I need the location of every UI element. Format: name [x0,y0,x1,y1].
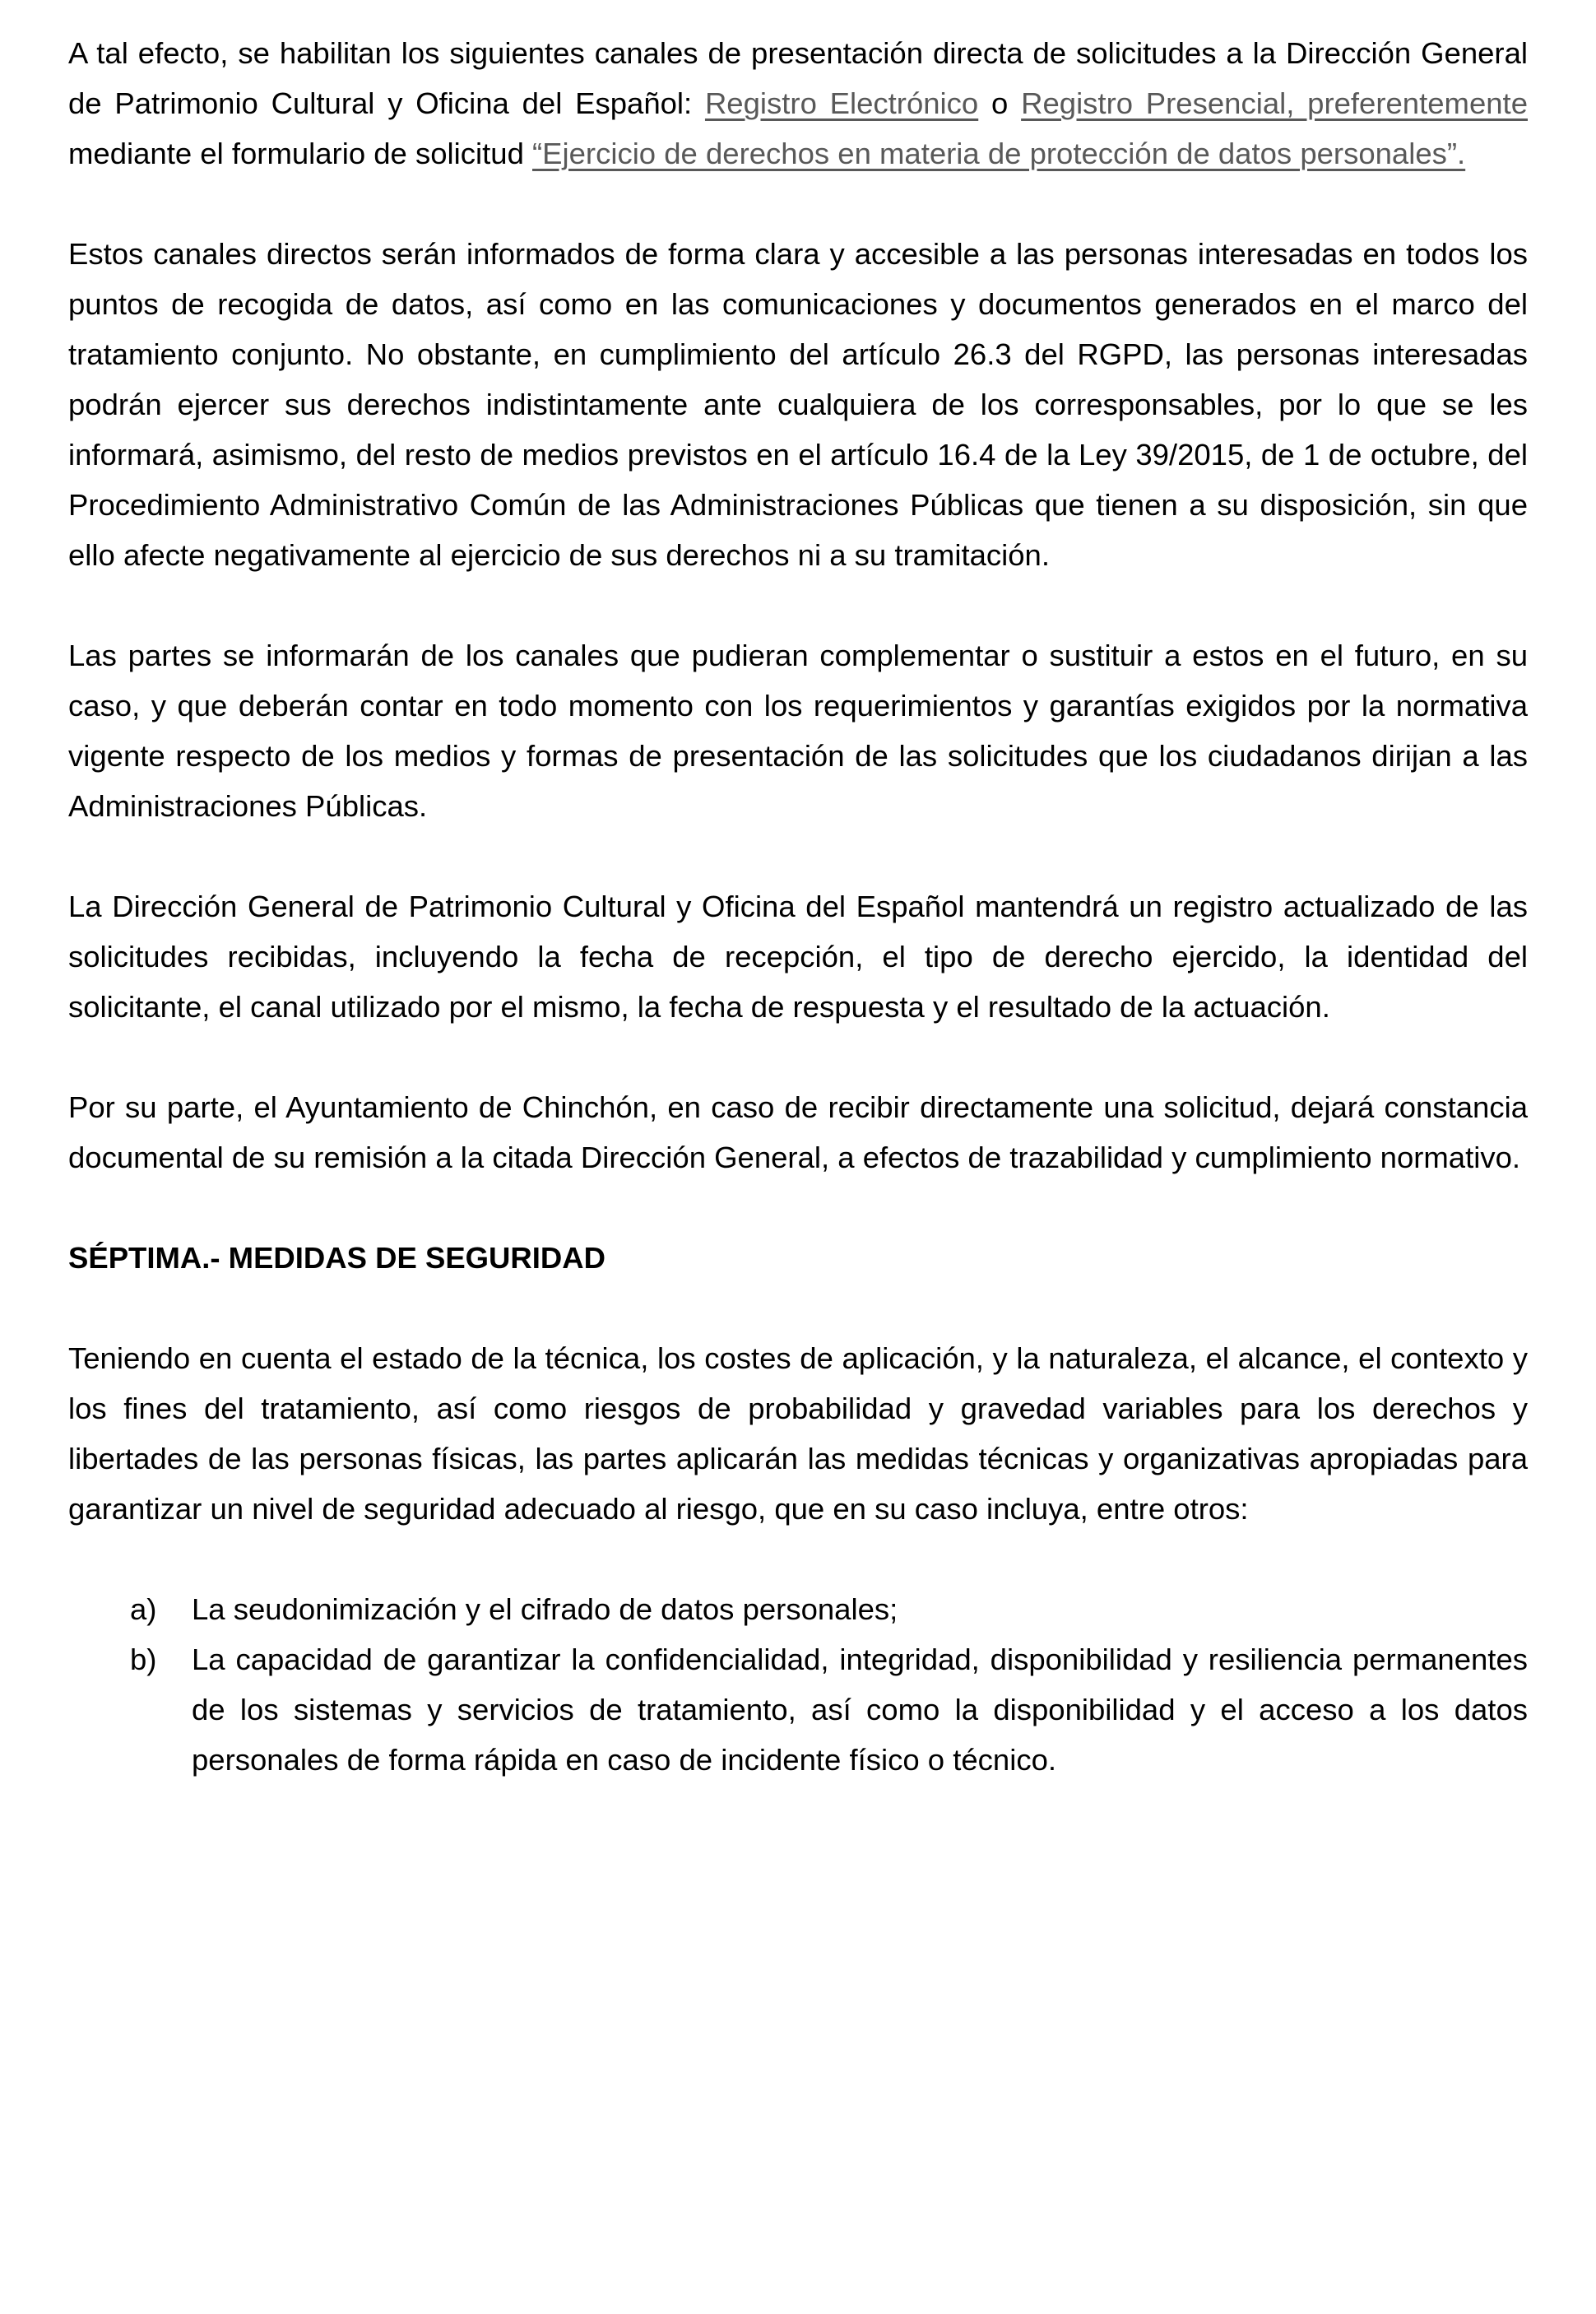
list-item [68,1634,1528,1785]
text: mediante el formulario de solicitud [68,137,533,170]
security-measures-list [68,1584,1528,1785]
list-item-text: La seudonimización y el cifrado de datos personales; [192,1592,898,1626]
paragraph-future-channels: Las partes se informarán de los canales que pudieran complementar o sustituir a estos en el futuro, en su caso, y que deberán contar en todo momento con los requerimientos y garantías exigidos por la normativa vigente respecto de los medios y formas de presentación de las solicitudes que los ciudadanos dirijan a las Administraciones Públicas. [68,639,1528,823]
paragraph-registry: La Dirección General de Patrimonio Cultural y Oficina del Español mantendrá un registro actualizado de las solicitudes recibidas, incluyendo la fecha de recepción, el tipo de derecho ejercido, la identidad del solicitante, el canal utilizado por el mismo, la fecha de respuesta y el resultado de la actuación. [68,890,1528,1024]
paragraph-channels [68,28,1528,179]
text: A tal efecto, se habilitan los siguientes canales de presentación directa de solicitudes a la Dirección General de Patrimonio Cultural y Oficina del Español: [68,36,1528,120]
paragraph-ayuntamiento: Por su parte, el Ayuntamiento de Chinchón, en caso de recibir directamente una solicitud, dejará constancia documental de su remisión a la citada Dirección General, a efectos de trazabilidad y cumplimiento normativo. [68,1090,1528,1174]
section-heading: SÉPTIMA.- MEDIDAS DE SEGURIDAD [68,1241,605,1275]
link-registro-electronico[interactable]: Registro Electrónico [704,86,979,120]
link-registro-presencial[interactable]: Registro Presencial, preferentemente [1021,86,1528,120]
text: o [978,86,1022,120]
document-page [68,28,1528,1785]
list-marker: b) [130,1643,157,1676]
paragraph-direct-channels: Estos canales directos serán informados de forma clara y accesible a las personas interesadas en todos los puntos de recogida de datos, así como en las comunicaciones y documentos generados en el marco del tratamiento conjunto. No obstante, en cumplimiento del artículo 26.3 del RGPD, las personas interesadas podrán ejercer sus derechos indistintamente ante cualquiera de los corresponsables, por lo que se les informará, asimismo, del resto de medios previstos en el artículo 16.4 de la Ley 39/2015, de 1 de octubre, del Procedimiento Administrativo Común de las Administraciones Públicas que tienen a su disposición, sin que ello afecte negativamente al ejercicio de sus derechos ni a su tramitación. [68,237,1528,572]
list-item-text: La capacidad de garantizar la confidencialidad, integridad, disponibilidad y resiliencia permanentes de los sistemas y servicios de tratamiento, así como la disponibilidad y el acceso a los datos personales de forma rápida en caso de incidente físico o técnico. [192,1643,1528,1777]
link-formulario-solicitud[interactable]: “Ejercicio de derechos en materia de protección de datos personales”. [532,137,1466,170]
list-marker: a) [130,1592,157,1626]
paragraph-security: Teniendo en cuenta el estado de la técnica, los costes de aplicación, y la naturaleza, el alcance, el contexto y los fines del tratamiento, así como riesgos de probabilidad y gravedad variables para los derechos y libertades de las personas físicas, las partes aplicarán las medidas técnicas y organizativas apropiadas para garantizar un nivel de seguridad adecuado al riesgo, que en su caso incluya, entre otros: [68,1341,1528,1526]
list-item [68,1584,1528,1634]
